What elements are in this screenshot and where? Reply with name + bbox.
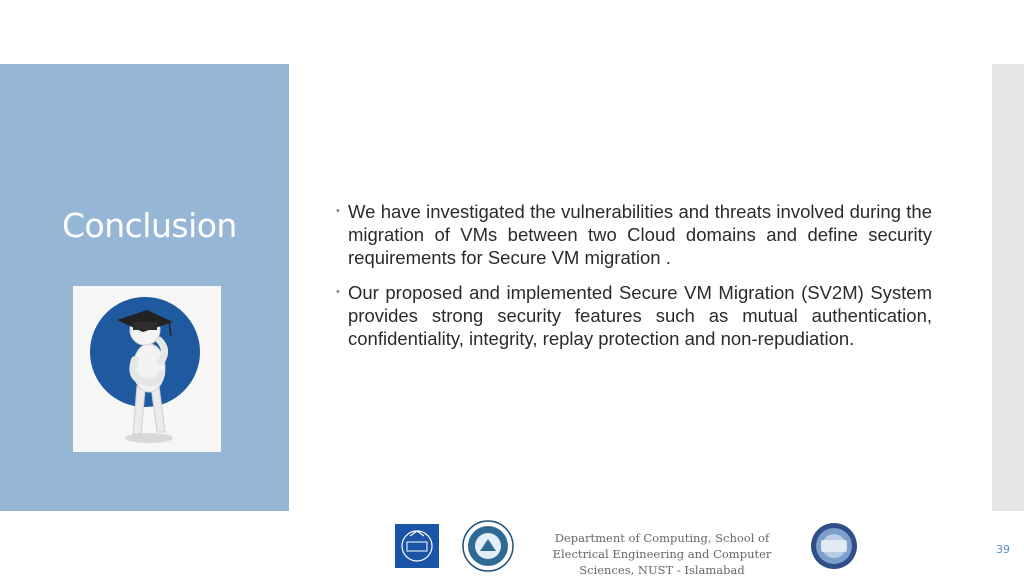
slide-number: 39 <box>996 543 1010 556</box>
ais-logo-icon <box>810 522 858 570</box>
nust-logo-icon <box>462 520 514 572</box>
side-strip <box>992 64 1024 511</box>
bullet-text: We have investigated the vulnerabilities and threats involved during the migration of VMs between two Cloud domains and define security requirements for Secure VM migration . <box>348 201 932 268</box>
bullet-item <box>336 281 932 350</box>
graduate-thinking-figure-icon <box>73 286 221 452</box>
footer-department: Department of Computing, School of Electrical Engineering and Computer Sciences, NUST - Islamabad <box>552 531 772 577</box>
kth-logo-icon <box>395 524 439 568</box>
bullet-list <box>336 200 932 362</box>
bullet-item <box>336 200 932 269</box>
bullet-text: Our proposed and implemented Secure VM Migration (SV2M) System provides strong security features such as mutual authentication, confidentiality, integrity, replay protection and non-repudiation. <box>348 282 932 349</box>
slide-title: Conclusion <box>62 206 237 245</box>
bullet-marker: • <box>336 205 340 217</box>
bullet-marker: • <box>336 286 340 298</box>
illustration <box>73 286 221 452</box>
